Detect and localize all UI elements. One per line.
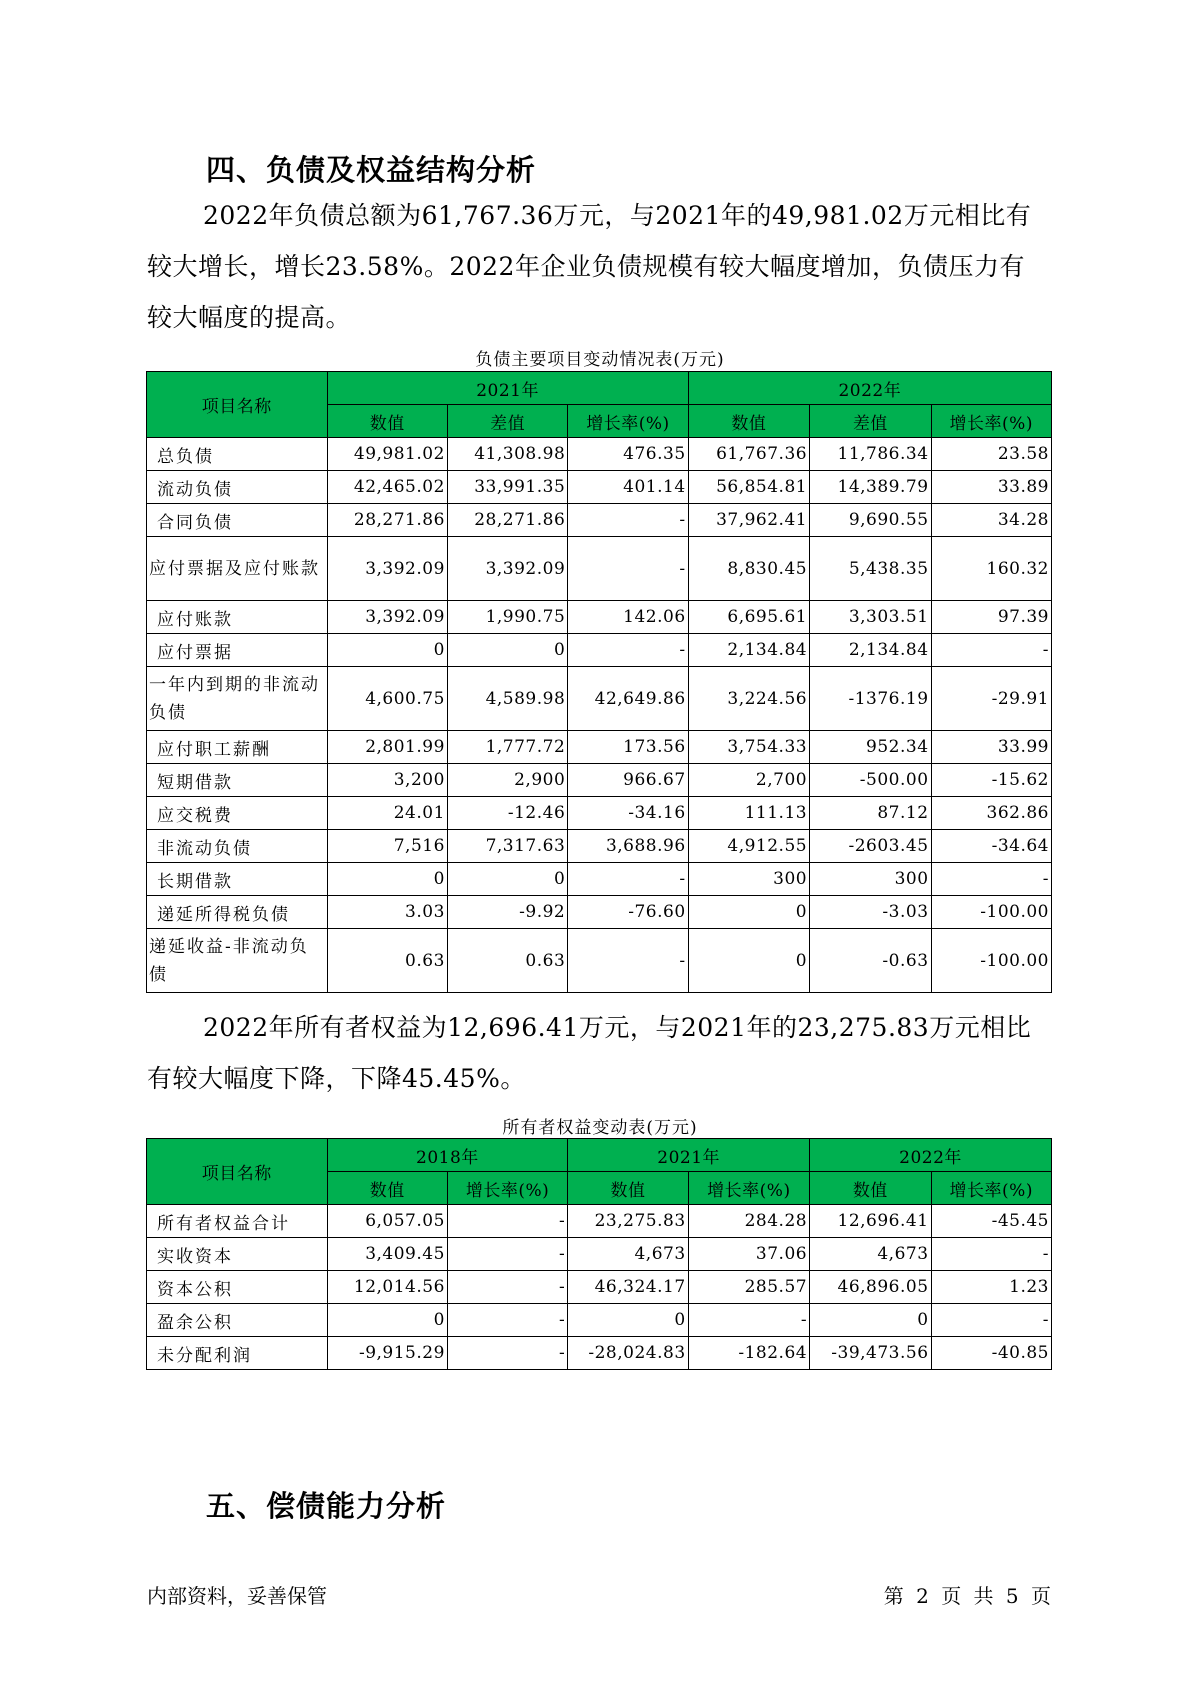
- table-cell: -12.46: [447, 797, 567, 830]
- table-cell: -500.00: [810, 764, 931, 797]
- table-cell: 142.06: [568, 601, 688, 634]
- table-cell: 9,690.55: [810, 504, 931, 537]
- table-cell: -: [931, 863, 1051, 896]
- table-cell: 0: [327, 1304, 447, 1337]
- table-cell: 0: [327, 634, 447, 667]
- table-cell: 3,392.09: [327, 537, 447, 601]
- table-cell: 285.57: [688, 1271, 809, 1304]
- table-cell: 2,134.84: [688, 634, 809, 667]
- table-row: [147, 929, 1052, 993]
- subheader-value: 数值: [327, 405, 447, 438]
- table-cell: -34.64: [931, 830, 1051, 863]
- table-cell: 37.06: [688, 1238, 809, 1271]
- table-cell: 28,271.86: [327, 504, 447, 537]
- table-cell: 0: [447, 634, 567, 667]
- table-cell: 2,801.99: [327, 731, 447, 764]
- table-cell: 12,014.56: [327, 1271, 447, 1304]
- table-cell: -28,024.83: [568, 1337, 688, 1370]
- row-label: 资本公积: [147, 1271, 328, 1304]
- table-cell: 41,308.98: [447, 438, 567, 471]
- row-label: 一年内到期的非流动负债: [147, 667, 328, 731]
- equity-table: [146, 1138, 1052, 1370]
- table-cell: -: [568, 537, 688, 601]
- subheader-value: 数值: [810, 1172, 931, 1205]
- paragraph-liabilities: 2022年负债总额为61,767.36万元，与2021年的49,981.02万元相比有较大增长，增长23.58%。2022年企业负债规模有较大幅度增加，负债压力有较大幅度的提高。: [147, 201, 1032, 332]
- table-cell: -: [931, 1238, 1051, 1271]
- subheader-difference: 差值: [810, 405, 931, 438]
- table-cell: -: [447, 1205, 567, 1238]
- table-cell: 46,896.05: [810, 1271, 931, 1304]
- table-cell: -182.64: [688, 1337, 809, 1370]
- table-row: [147, 764, 1052, 797]
- table-cell: 7,516: [327, 830, 447, 863]
- table-cell: 11,786.34: [810, 438, 931, 471]
- table-cell: -: [568, 863, 688, 896]
- row-label: 未分配利润: [147, 1337, 328, 1370]
- footer-page-number: 第 2 页 共 5 页: [883, 1584, 1051, 1608]
- table-cell: 3,303.51: [810, 601, 931, 634]
- table-row: [147, 601, 1052, 634]
- table-cell: 42,465.02: [327, 471, 447, 504]
- table-row: [147, 896, 1052, 929]
- table-cell: 24.01: [327, 797, 447, 830]
- table-cell: -: [447, 1337, 567, 1370]
- table-cell: 12,696.41: [810, 1205, 931, 1238]
- liabilities-table: [146, 371, 1052, 993]
- row-label: 实收资本: [147, 1238, 328, 1271]
- table-row: [147, 438, 1052, 471]
- table-row: [147, 1337, 1052, 1370]
- table-cell: 2,700: [688, 764, 809, 797]
- section-title-liabilities: 四、负债及权益结构分析: [206, 153, 537, 187]
- table-cell: 3,392.09: [447, 537, 567, 601]
- header-year-2022: 2022年: [810, 1139, 1052, 1172]
- table-cell: 0: [327, 863, 447, 896]
- table-cell: -: [931, 634, 1051, 667]
- table-cell: -40.85: [931, 1337, 1051, 1370]
- row-label: 非流动负债: [147, 830, 328, 863]
- table-cell: -: [447, 1304, 567, 1337]
- table-cell: 966.67: [568, 764, 688, 797]
- table-cell: -100.00: [931, 896, 1051, 929]
- table-cell: 33.99: [931, 731, 1051, 764]
- header-item-name: 项目名称: [147, 372, 328, 438]
- table-cell: 3,200: [327, 764, 447, 797]
- table-cell: 23,275.83: [568, 1205, 688, 1238]
- table-row: [147, 667, 1052, 731]
- table-cell: -: [568, 504, 688, 537]
- table-cell: 6,695.61: [688, 601, 809, 634]
- table-cell: -39,473.56: [810, 1337, 931, 1370]
- table-cell: 37,962.41: [688, 504, 809, 537]
- header-item-name: 项目名称: [147, 1139, 328, 1205]
- table-row: [147, 537, 1052, 601]
- subheader-value: 数值: [688, 405, 809, 438]
- row-label: 应交税费: [147, 797, 328, 830]
- table-cell: 300: [810, 863, 931, 896]
- table-cell: 61,767.36: [688, 438, 809, 471]
- table-cell: -34.16: [568, 797, 688, 830]
- subheader-growth-rate: 增长率(%): [447, 1172, 567, 1205]
- table-cell: 1,777.72: [447, 731, 567, 764]
- table-cell: -0.63: [810, 929, 931, 993]
- subheader-growth-rate: 增长率(%): [568, 405, 688, 438]
- row-label: 短期借款: [147, 764, 328, 797]
- row-label: 流动负债: [147, 471, 328, 504]
- table-cell: 0: [688, 896, 809, 929]
- table-cell: -2603.45: [810, 830, 931, 863]
- row-label: 所有者权益合计: [147, 1205, 328, 1238]
- table-row: [147, 1238, 1052, 1271]
- table-cell: -: [447, 1238, 567, 1271]
- table1-caption: 负债主要项目变动情况表(万元): [475, 350, 725, 370]
- table-cell: -9,915.29: [327, 1337, 447, 1370]
- table-cell: 3,688.96: [568, 830, 688, 863]
- subheader-difference: 差值: [447, 405, 567, 438]
- table-cell: 49,981.02: [327, 438, 447, 471]
- table-row: [147, 1205, 1052, 1238]
- header-year-2021: 2021年: [327, 372, 688, 405]
- table-cell: 2,900: [447, 764, 567, 797]
- table-cell: 0.63: [327, 929, 447, 993]
- table-cell: 23.58: [931, 438, 1051, 471]
- row-label: 应付票据及应付账款: [147, 537, 328, 601]
- table-cell: 3,392.09: [327, 601, 447, 634]
- header-year-2021: 2021年: [568, 1139, 810, 1172]
- table-cell: -9.92: [447, 896, 567, 929]
- table-cell: 160.32: [931, 537, 1051, 601]
- row-label: 应付账款: [147, 601, 328, 634]
- table-cell: 0: [447, 863, 567, 896]
- table-cell: -: [568, 929, 688, 993]
- table-cell: -: [447, 1271, 567, 1304]
- table-cell: 0.63: [447, 929, 567, 993]
- table-cell: 14,389.79: [810, 471, 931, 504]
- table-cell: -1376.19: [810, 667, 931, 731]
- table-cell: 56,854.81: [688, 471, 809, 504]
- table-cell: 3,224.56: [688, 667, 809, 731]
- table-row: [147, 797, 1052, 830]
- table-cell: -: [931, 1304, 1051, 1337]
- table-row: [147, 634, 1052, 667]
- section-title-solvency: 五、偿债能力分析: [206, 1489, 447, 1523]
- table-cell: 4,589.98: [447, 667, 567, 731]
- table-cell: 0: [688, 929, 809, 993]
- table-cell: 173.56: [568, 731, 688, 764]
- table-cell: 362.86: [931, 797, 1051, 830]
- header-year-2018: 2018年: [327, 1139, 568, 1172]
- row-label: 总负债: [147, 438, 328, 471]
- table-row: [147, 830, 1052, 863]
- table-cell: 3.03: [327, 896, 447, 929]
- table-cell: 4,673: [810, 1238, 931, 1271]
- table-cell: 952.34: [810, 731, 931, 764]
- row-label: 合同负债: [147, 504, 328, 537]
- table-cell: 28,271.86: [447, 504, 567, 537]
- table-cell: -29.91: [931, 667, 1051, 731]
- subheader-growth-rate: 增长率(%): [688, 1172, 809, 1205]
- subheader-value: 数值: [568, 1172, 688, 1205]
- table-cell: 111.13: [688, 797, 809, 830]
- table-cell: 87.12: [810, 797, 931, 830]
- table-cell: 0: [568, 1304, 688, 1337]
- table-row: [147, 471, 1052, 504]
- table-cell: 7,317.63: [447, 830, 567, 863]
- footer-confidential-note: 内部资料，妥善保管: [147, 1584, 327, 1608]
- table2-caption: 所有者权益变动表(万元): [502, 1118, 698, 1138]
- table-row: [147, 504, 1052, 537]
- table-cell: 3,754.33: [688, 731, 809, 764]
- table-cell: 42,649.86: [568, 667, 688, 731]
- table-cell: 97.39: [931, 601, 1051, 634]
- table-cell: 284.28: [688, 1205, 809, 1238]
- row-label: 递延收益-非流动负债: [147, 929, 328, 993]
- table-cell: 401.14: [568, 471, 688, 504]
- table-cell: 8,830.45: [688, 537, 809, 601]
- table-cell: 2,134.84: [810, 634, 931, 667]
- table-cell: 33.89: [931, 471, 1051, 504]
- table-cell: 1,990.75: [447, 601, 567, 634]
- row-label: 应付票据: [147, 634, 328, 667]
- row-label: 应付职工薪酬: [147, 731, 328, 764]
- table-cell: 33,991.35: [447, 471, 567, 504]
- table-cell: -100.00: [931, 929, 1051, 993]
- subheader-growth-rate: 增长率(%): [931, 405, 1051, 438]
- table-cell: 46,324.17: [568, 1271, 688, 1304]
- table-row: [147, 731, 1052, 764]
- subheader-value: 数值: [327, 1172, 447, 1205]
- header-year-2022: 2022年: [688, 372, 1051, 405]
- table-cell: 476.35: [568, 438, 688, 471]
- row-label: 递延所得税负债: [147, 896, 328, 929]
- table-cell: -76.60: [568, 896, 688, 929]
- table-cell: 4,600.75: [327, 667, 447, 731]
- table-row: [147, 1304, 1052, 1337]
- table-cell: 4,912.55: [688, 830, 809, 863]
- table-row: [147, 1271, 1052, 1304]
- table-cell: -3.03: [810, 896, 931, 929]
- paragraph-equity: 2022年所有者权益为12,696.41万元，与2021年的23,275.83万元相比有较大幅度下降，下降45.45%。: [147, 1013, 1032, 1093]
- row-label: 长期借款: [147, 863, 328, 896]
- subheader-growth-rate: 增长率(%): [931, 1172, 1051, 1205]
- table-cell: -: [688, 1304, 809, 1337]
- table-cell: 3,409.45: [327, 1238, 447, 1271]
- table-row: [147, 863, 1052, 896]
- table-cell: 34.28: [931, 504, 1051, 537]
- table-cell: -15.62: [931, 764, 1051, 797]
- table-cell: 4,673: [568, 1238, 688, 1271]
- row-label: 盈余公积: [147, 1304, 328, 1337]
- table-cell: 0: [810, 1304, 931, 1337]
- table-cell: 1.23: [931, 1271, 1051, 1304]
- table-cell: 300: [688, 863, 809, 896]
- table-cell: 6,057.05: [327, 1205, 447, 1238]
- table-cell: -: [568, 634, 688, 667]
- table-cell: 5,438.35: [810, 537, 931, 601]
- table-cell: -45.45: [931, 1205, 1051, 1238]
